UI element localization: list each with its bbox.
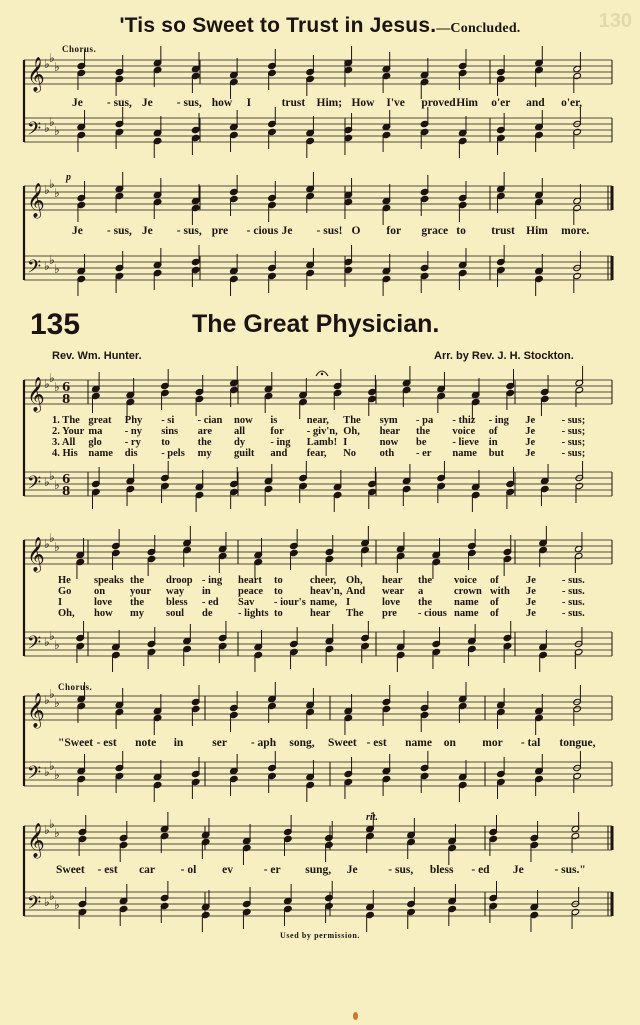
top-chorus-line2-syllable: - sus!: [316, 225, 343, 237]
hymn135-chorus-line2-syllable: Je: [512, 864, 524, 876]
verse-2-b-syllable: And: [346, 586, 366, 597]
top-chorus-line2-syllable: - sus,: [106, 225, 132, 237]
hymn135-chorus-line2-syllable: car: [139, 864, 156, 876]
paper-stain: [353, 1012, 358, 1020]
key-signature-bass-flat: ♭: [44, 475, 50, 489]
verse-4-b-syllable: - sus.: [562, 608, 585, 619]
key-signature-treble-flat: ♭: [49, 687, 55, 701]
verse-4-a-syllable: - pels: [161, 448, 185, 459]
top-chorus-line2-syllable: more.: [561, 225, 590, 237]
top-chorus-line2-syllable: to: [456, 225, 466, 237]
verse-2-b-syllable: wear: [382, 586, 405, 597]
verse-4-a-syllable: fear,: [306, 448, 327, 459]
fermata-dot: [321, 373, 323, 375]
hymn135-chorus-line1-syllable: - est: [96, 737, 117, 749]
hymn135-chorus-line2-syllable: - est: [97, 864, 118, 876]
verse-3-a-syllable: - ry: [124, 437, 141, 448]
chorus-label-top: Chorus.: [62, 44, 97, 54]
key-signature-bass-flat: ♭: [54, 898, 60, 912]
verse-2-a-syllable: voice: [452, 426, 476, 437]
top-chorus-line1-syllable: and: [526, 97, 545, 109]
verse-2-b-syllable: crown: [454, 586, 482, 597]
hymn-title: The Great Physician.: [192, 310, 440, 338]
key-signature-bass-flat: ♭: [49, 889, 55, 903]
verse-1-a-syllable: great: [88, 415, 112, 426]
key-signature-bass-flat: ♭: [49, 759, 55, 773]
top-chorus-line1-syllable: proved: [421, 97, 456, 109]
bass-clef: 𝄢: [27, 473, 42, 498]
verse-2-a-syllable: sins: [161, 426, 179, 437]
verse-4-a-syllable: - er: [416, 448, 432, 459]
verse-3-b-syllable: - sus.: [562, 597, 585, 608]
verse-2-a-syllable: of: [488, 426, 498, 437]
verse-4-a-syllable: dis: [124, 448, 138, 459]
verse-2-a-syllable: for: [270, 426, 284, 437]
key-signature-treble-flat: ♭: [44, 537, 50, 551]
verse-3-b-syllable: the: [418, 597, 432, 608]
time-signature-bottom: 8: [62, 392, 71, 406]
key-signature-treble-flat: ♭: [54, 540, 60, 554]
hymn135-chorus-line2-syllable: - ed: [471, 864, 490, 876]
key-signature-bass-flat: ♭: [49, 629, 55, 643]
verse-2-b-syllable: in: [202, 586, 211, 597]
faded-page-number: 130: [598, 10, 632, 32]
verse-4-b-syllable: my: [130, 608, 144, 619]
verse-4-b-syllable: de: [202, 608, 213, 619]
verse-3-b-syllable: - iour's: [274, 597, 306, 608]
verse-3-b-syllable: name,: [310, 597, 338, 608]
key-signature-bass-flat: ♭: [54, 124, 60, 138]
key-signature-treble-flat: ♭: [54, 60, 60, 74]
verse-1-b-syllable: speaks: [94, 575, 124, 586]
verse-3-b-syllable: the: [130, 597, 144, 608]
verse-3-a-syllable: 3. All: [52, 437, 76, 448]
key-signature-treble-flat: ♭: [49, 177, 55, 191]
hymn135-chorus-line1-syllable: - aph: [250, 737, 277, 749]
verse-4-a-syllable: and: [270, 448, 288, 459]
verse-3-b-syllable: name: [454, 597, 479, 608]
key-signature-treble-flat: ♭: [44, 57, 50, 71]
verse-2-a-syllable: - sus;: [561, 426, 586, 437]
key-signature-bass-flat: ♭: [54, 638, 60, 652]
verse-4-a-syllable: name: [88, 448, 113, 459]
verse-1-b-syllable: He: [58, 575, 71, 586]
verse-3-a-syllable: I: [343, 437, 348, 448]
top-chorus-line2-syllable: O: [351, 225, 361, 237]
verse-3-b-syllable: bless: [166, 597, 188, 608]
hymn135-chorus-line1-syllable: on: [443, 737, 456, 749]
top-chorus-line2-syllable: Je: [281, 225, 293, 237]
bass-clef: 𝄢: [27, 763, 42, 788]
hymn135-chorus-line2-syllable: sung,: [305, 864, 332, 876]
key-signature-treble-flat: ♭: [54, 826, 60, 840]
verse-1-a-syllable: Je: [525, 415, 536, 426]
hymn135-chorus-line1-syllable: mor: [482, 737, 503, 749]
key-signature-bass-flat: ♭: [44, 765, 50, 779]
hymn135-chorus-line2-syllable: - er: [263, 864, 281, 876]
verse-3-b-syllable: love: [94, 597, 113, 608]
verse-4-b-syllable: - lights: [238, 608, 269, 619]
verse-4-b-syllable: hear: [310, 608, 331, 619]
verse-4-a-syllable: but: [488, 448, 504, 459]
verse-4-b-syllable: name: [454, 608, 479, 619]
continued-hymn-title: 'Tis so Sweet to Trust in Jesus.: [119, 14, 437, 37]
hymn135-chorus-line1-syllable: "Sweet: [58, 737, 94, 749]
verse-2-b-syllable: way: [166, 586, 185, 597]
top-chorus-line1-syllable: - sus,: [106, 97, 132, 109]
verse-2-a-syllable: - ny: [124, 426, 143, 437]
verse-3-b-syllable: love: [382, 597, 401, 608]
top-chorus-line1-syllable: Him: [456, 97, 478, 109]
verse-3-b-syllable: Sav: [238, 597, 255, 608]
verse-2-b-syllable: Je: [526, 586, 536, 597]
hymn135-chorus-line1-syllable: name: [405, 737, 432, 749]
key-signature-bass-flat: ♭: [44, 259, 50, 273]
key-signature-bass-flat: ♭: [44, 635, 50, 649]
hymn135-chorus-line1-syllable: song,: [289, 737, 315, 749]
verse-4-b-syllable: how: [94, 608, 113, 619]
verse-4-b-syllable: pre: [382, 608, 397, 619]
top-chorus-line1-syllable: trust: [281, 97, 306, 109]
hymn135-chorus-line1-syllable: tongue,: [559, 737, 596, 749]
footer-permission: Used by permission.: [279, 931, 361, 940]
verse-1-a-syllable: - ing: [488, 415, 509, 426]
top-chorus-line1-syllable: - sus,: [176, 97, 202, 109]
verse-2-a-syllable: Je: [525, 426, 536, 437]
key-signature-bass-flat: ♭: [49, 469, 55, 483]
verse-1-a-syllable: Phy: [124, 415, 143, 426]
verse-4-b-syllable: The: [346, 608, 364, 619]
verse-2-a-syllable: - giv'n,: [306, 426, 338, 437]
verse-3-a-syllable: - sus;: [561, 437, 586, 448]
top-chorus-line2-syllable: - cious: [246, 225, 279, 237]
time-signature-bottom: 8: [62, 484, 71, 498]
verse-2-a-syllable: are: [197, 426, 212, 437]
verse-1-b-syllable: Oh,: [346, 575, 363, 586]
top-chorus-line1-syllable: Je: [72, 97, 83, 109]
verse-1-a-syllable: near,: [306, 415, 329, 426]
key-signature-bass-flat: ♭: [44, 895, 50, 909]
hymn-number: 135: [30, 308, 81, 341]
verse-3-a-syllable: Lamb!: [306, 437, 338, 448]
verse-2-b-syllable: peace: [238, 586, 264, 597]
verse-4-a-syllable: - sus;: [561, 448, 586, 459]
verse-4-b-syllable: of: [490, 608, 499, 619]
verse-2-b-syllable: Go: [58, 586, 72, 597]
verse-4-a-syllable: oth: [379, 448, 395, 459]
author-credit: Rev. Wm. Hunter.: [52, 350, 142, 362]
verse-2-b-syllable: your: [130, 586, 151, 597]
key-signature-bass-flat: ♭: [54, 478, 60, 492]
verse-3-a-syllable: dy: [234, 437, 246, 448]
top-chorus-line1-syllable: Je: [141, 97, 153, 109]
verse-1-b-syllable: droop: [166, 575, 193, 586]
verse-2-b-syllable: to: [274, 586, 283, 597]
concluded-note: —Concluded.: [436, 21, 521, 36]
verse-1-a-syllable: - si: [161, 415, 175, 426]
key-signature-treble-flat: ♭: [54, 380, 60, 394]
verse-3-a-syllable: - ing: [270, 437, 291, 448]
top-chorus-line1-syllable: how: [211, 97, 233, 109]
hymn135-chorus-line1-syllable: ser: [212, 737, 227, 749]
key-signature-bass-flat: ♭: [44, 121, 50, 135]
verse-1-a-syllable: 1. The: [52, 415, 80, 426]
verse-3-a-syllable: to: [161, 437, 170, 448]
chorus-label-hymn135: Chorus.: [58, 682, 93, 692]
hymn135-chorus-line2-syllable: - sus,: [388, 864, 414, 876]
top-chorus-line2-syllable: Je: [72, 225, 83, 237]
treble-clef: 𝄞: [27, 377, 45, 412]
top-chorus-line2-syllable: pre: [211, 225, 229, 237]
hymn135-chorus-line1-syllable: in: [173, 737, 184, 749]
verse-1-a-syllable: is: [270, 415, 278, 426]
verse-4-b-syllable: soul: [166, 608, 185, 619]
verse-4-a-syllable: No: [343, 448, 357, 459]
verse-3-b-syllable: - ed: [202, 597, 219, 608]
key-signature-treble-flat: ♭: [54, 186, 60, 200]
verse-1-b-syllable: the: [130, 575, 144, 586]
hymn135-chorus-line2-syllable: Sweet: [56, 864, 85, 876]
top-chorus-line1-syllable: Him;: [316, 97, 343, 109]
verse-1-a-syllable: The: [343, 415, 361, 426]
verse-2-a-syllable: all: [234, 426, 246, 437]
verse-2-b-syllable: a: [418, 586, 424, 597]
key-signature-treble-flat: ♭: [44, 693, 50, 707]
time-signature-top: 6: [62, 380, 71, 394]
hymn135-chorus-line1-syllable: - tal: [520, 737, 541, 749]
top-chorus-line1-syllable: I've: [386, 97, 405, 109]
key-signature-treble-flat: ♭: [54, 696, 60, 710]
top-chorus-line2-syllable: Je: [141, 225, 153, 237]
verse-3-a-syllable: the: [197, 437, 212, 448]
verse-1-a-syllable: - sus;: [561, 415, 586, 426]
verse-2-b-syllable: heav'n,: [310, 586, 343, 597]
verse-3-b-syllable: of: [490, 597, 499, 608]
top-chorus-line1-syllable: How: [351, 97, 375, 109]
verse-2-b-syllable: on: [94, 586, 106, 597]
top-chorus-line2-syllable: - sus,: [176, 225, 202, 237]
verse-1-a-syllable: - pa: [416, 415, 434, 426]
bass-clef: 𝄢: [27, 257, 42, 282]
hymn135-chorus-line1-syllable: Sweet: [328, 737, 357, 749]
verse-1-b-syllable: to: [274, 575, 283, 586]
verse-2-a-syllable: the: [416, 426, 430, 437]
verse-4-b-syllable: Je: [526, 608, 536, 619]
verse-4-b-syllable: Oh,: [58, 608, 75, 619]
arranger-credit: Arr. by Rev. J. H. Stockton.: [434, 350, 574, 362]
verse-2-a-syllable: hear: [379, 426, 401, 437]
verse-1-b-syllable: - ing: [202, 575, 223, 586]
verse-3-b-syllable: Je: [526, 597, 536, 608]
treble-clef: 𝄞: [27, 823, 45, 858]
dynamic-piano-mark: p: [66, 172, 71, 183]
bass-clef: 𝄢: [27, 119, 42, 144]
key-signature-treble-flat: ♭: [49, 371, 55, 385]
treble-clef: 𝄞: [27, 537, 45, 572]
verse-3-b-syllable: I: [58, 597, 63, 608]
verse-2-b-syllable: with: [490, 586, 510, 597]
verse-4-b-syllable: to: [274, 608, 283, 619]
verse-4-a-syllable: Je: [525, 448, 536, 459]
top-chorus-line2-syllable: Him: [526, 225, 548, 237]
verse-1-b-syllable: voice: [454, 575, 477, 586]
verse-1-b-syllable: the: [418, 575, 432, 586]
verse-1-a-syllable: sym: [379, 415, 398, 426]
verse-2-a-syllable: Oh,: [343, 426, 360, 437]
verse-1-b-syllable: cheer,: [310, 575, 337, 586]
verse-1-b-syllable: - sus.: [562, 575, 585, 586]
hymn135-chorus-line2-syllable: ev: [222, 864, 233, 876]
key-signature-treble-flat: ♭: [49, 51, 55, 65]
key-signature-treble-flat: ♭: [49, 531, 55, 545]
verse-4-a-syllable: my: [197, 448, 212, 459]
time-signature-top: 6: [62, 472, 71, 486]
verse-1-a-syllable: - thiz: [452, 415, 476, 426]
verse-3-a-syllable: - lieve: [452, 437, 479, 448]
verse-1-a-syllable: - cian: [197, 415, 223, 426]
hymn135-chorus-line2-syllable: bless: [429, 864, 454, 876]
ritardando-mark: rit.: [366, 812, 378, 823]
hymn135-chorus-line2-syllable: - sus.": [554, 864, 586, 876]
verse-2-a-syllable: 2. Your: [52, 426, 85, 437]
verse-4-a-syllable: guilt: [234, 448, 255, 459]
key-signature-treble-flat: ♭: [44, 377, 50, 391]
treble-clef: 𝄞: [27, 183, 45, 218]
verse-2-a-syllable: ma: [88, 426, 103, 437]
top-chorus-line1-syllable: I: [246, 97, 252, 109]
key-signature-bass-flat: ♭: [49, 115, 55, 129]
key-signature-treble-flat: ♭: [44, 823, 50, 837]
key-signature-bass-flat: ♭: [54, 768, 60, 782]
verse-1-b-syllable: hear: [382, 575, 403, 586]
hymn135-chorus-line1-syllable: - est: [366, 737, 387, 749]
verse-4-a-syllable: name: [452, 448, 477, 459]
hymn135-chorus-line2-syllable: - ol: [180, 864, 197, 876]
top-chorus-line2-syllable: grace: [421, 225, 449, 237]
verse-3-a-syllable: glo: [88, 437, 102, 448]
hymn135-chorus-line1-syllable: note: [135, 737, 157, 749]
verse-3-a-syllable: be: [416, 437, 427, 448]
verse-3-b-syllable: I: [346, 597, 351, 608]
verse-4-b-syllable: - cious: [418, 608, 447, 619]
top-chorus-line2-syllable: trust: [491, 225, 515, 237]
key-signature-bass-flat: ♭: [49, 253, 55, 267]
top-chorus-line1-syllable: o'er: [491, 97, 511, 109]
key-signature-bass-flat: ♭: [54, 262, 60, 276]
key-signature-treble-flat: ♭: [49, 817, 55, 831]
verse-3-a-syllable: now: [379, 437, 399, 448]
verse-1-b-syllable: heart: [238, 575, 262, 586]
bass-clef: 𝄢: [27, 633, 42, 658]
hymn135-chorus-line2-syllable: Je: [346, 864, 358, 876]
verse-2-b-syllable: - sus.: [562, 586, 585, 597]
treble-clef: 𝄞: [27, 57, 45, 92]
verse-3-a-syllable: Je: [525, 437, 536, 448]
treble-clef: 𝄞: [27, 693, 45, 728]
verse-1-b-syllable: of: [490, 575, 499, 586]
top-chorus-line1-syllable: o'er,: [561, 97, 583, 109]
verse-1-a-syllable: now: [234, 415, 253, 426]
verse-3-a-syllable: in: [488, 437, 498, 448]
verse-4-a-syllable: 4. His: [52, 448, 78, 459]
key-signature-treble-flat: ♭: [44, 183, 50, 197]
bass-clef: 𝄢: [27, 893, 42, 918]
top-chorus-line2-syllable: for: [386, 225, 402, 237]
verse-1-b-syllable: Je: [526, 575, 536, 586]
